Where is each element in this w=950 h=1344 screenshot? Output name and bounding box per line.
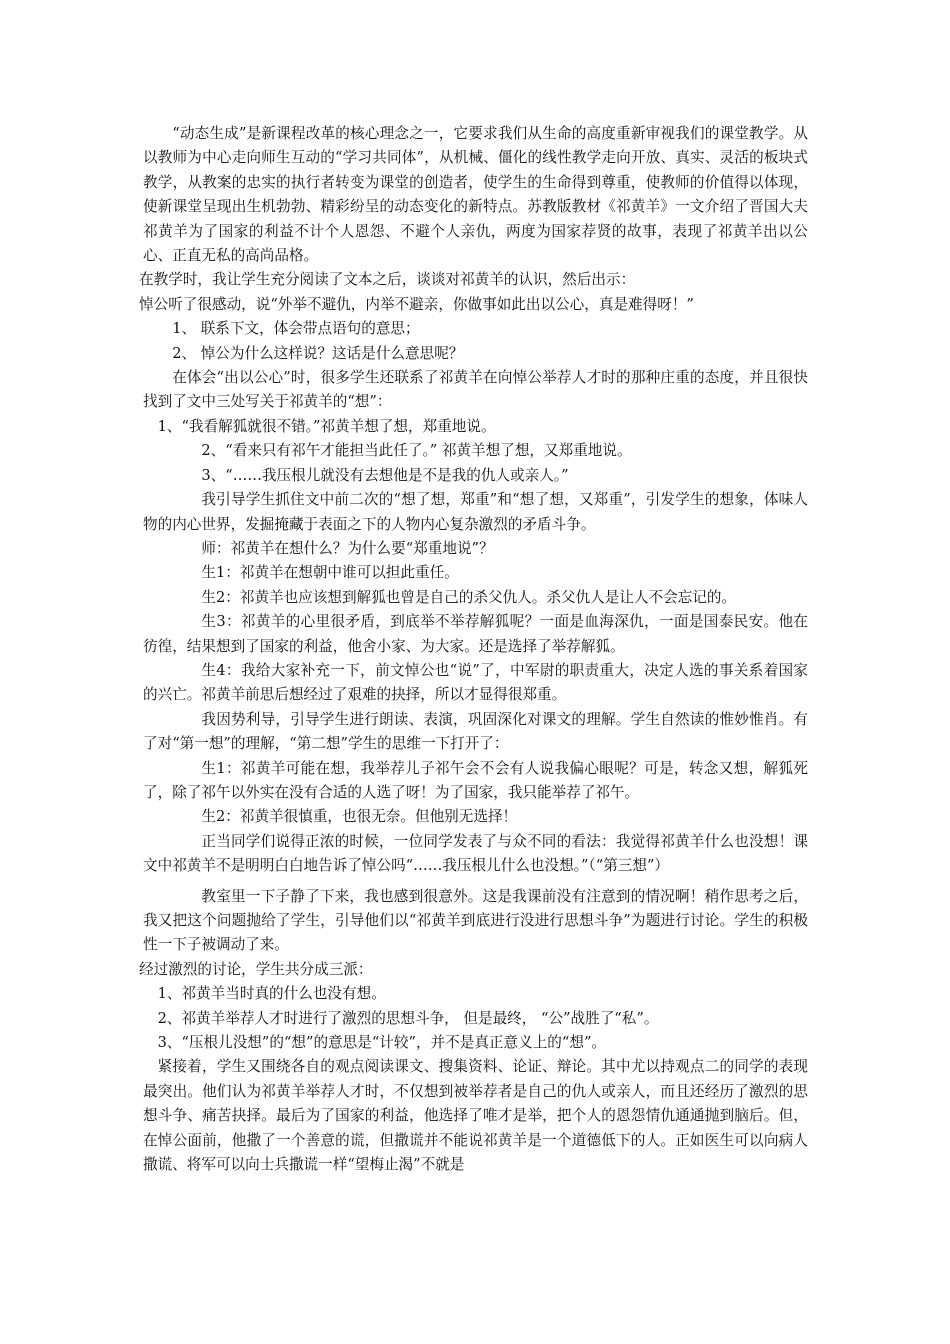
paragraph-body: 教室里一下子静了下来，我也感到很意外。这是我课前没有注意到的情况啊！稍作思考之后，我又把这个问题抛给了学生，引导他们以“祁黄羊到底进行没进行思想斗争”为题进行讨论。学生的积极性一下子被调动了来。 (143, 887, 808, 954)
list-item: 3、“……我压根儿就没有去想他是不是我的仇人或亲人。” (201, 466, 569, 484)
list-item: 3、“压根儿没想”的“想”的意思是“计较”，并不是真正意义上的“想”。 (157, 1034, 607, 1052)
dialogue-line: 生4：我给大家补充一下，前文悼公也“说”了，中军尉的职责重大，决定人选的事关系着国家的兴亡。祁黄羊前思后想经过了艰难的抉择，所以才显得很郑重。 (143, 661, 808, 704)
paragraph-teaching: 在教学时，我让学生充分阅读了文本之后，谈谈对祁黄羊的认识，然后出示： (139, 271, 636, 289)
paragraph-body: 我因势利导，引导学生进行朗读、表演，巩固深化对课文的理解。学生自然读的惟妙惟肖。有了对“第一想”的理解，“第二想”学生的思维一下打开了： (143, 710, 808, 753)
list-item: 1、“我看解狐就很不错。”祁黄羊想了想，郑重地说。 (157, 417, 496, 435)
list-item: 1、祁黄羊当时真的什么也没有想。 (157, 985, 386, 1003)
dialogue-line: 生1：祁黄羊在想朝中谁可以担此重任。 (201, 564, 459, 582)
paragraph-body: 正当同学们说得正浓的时候，一位同学发表了与众不同的看法：我觉得祁黄羊什么也没想！课文中祁黄羊不是明明白白地告诉了悼公吗“……我压根儿什么也没想。”（“第三想”） (143, 832, 808, 875)
dialogue-line: 生2：祁黄羊也应该想到解狐也曾是自己的杀父仇人。杀父仇人是让人不会忘记的。 (201, 588, 737, 606)
dialogue-line: 生2：祁黄羊很慎重，也很无奈。但他别无选择！ (201, 808, 518, 826)
paragraph-body: 经过激烈的讨论，学生共分成三派： (139, 960, 373, 978)
list-item: 2、祁黄羊举荐人才时进行了激烈的思想斗争， 但是最终， “公”战胜了“私”。 (157, 1009, 659, 1027)
paragraph-intro: “动态生成”是新课程改革的核心理念之一，它要求我们从生命的高度重新审视我们的课堂教学。从以教师为中心走向师生互动的“学习共同体”，从机械、僵化的线性教学走向开放、真实、灵活的板块式教学，从教案的忠实的执行者转变为课堂的创造者，使学生的生命得到尊重，使教师的价值得以体现，使新课堂呈现出生机勃勃、精彩纷呈的动态变化的新特点。苏教版教材《祁黄羊》一文介绍了晋国大夫祁黄羊为了国家的利益不计个人恩怨、不避个人亲仇，两度为国家荐贤的故事，表现了祁黄羊出以公心、正直无私的高尚品格。 (143, 125, 808, 265)
list-item: 1、 联系下文，体会带点语句的意思； (172, 320, 420, 338)
paragraph-body: 紧接着，学生又围绕各自的观点阅读课文、搜集资料、论证、辩论。其中尤以持观点二的同学的表现最突出。他们认为祁黄羊举荐人才时，不仅想到被举荐者是自己的仇人或亲人，而且还经历了激烈的思想斗争、痛苦抉择。最后为了国家的利益，他选择了唯才是举，把个人的恩怨情仇通通抛到脑后。但，在悼公面前，他撒了一个善意的谎，但撒谎并不能说祁黄羊是一个道德低下的人。正如医生可以向病人撒谎、将军可以向士兵撒谎一样“望梅止渴”不就是 (143, 1058, 808, 1174)
dialogue-line: 生1：祁黄羊可能在想，我举荐儿子祁午会不会有人说我偏心眼呢？可是，转念又想，解狐死了，除了祁午以外实在没有合适的人选了呀！为了国家，我只能举荐了祁午。 (143, 759, 808, 801)
paragraph-body: 我引导学生抓住文中前二次的“想了想，郑重”和“想了想，又郑重”，引发学生的想象，体味人物的内心世界，发掘掩藏于表面之下的人物内心复杂激烈的矛盾斗争。 (143, 491, 808, 533)
list-item: 2、“看来只有祁午才能担当此任了。” 祁黄羊想了想，又郑重地说。 (201, 442, 632, 460)
document-body (139, 122, 808, 1177)
paragraph-body: 在体会“出以公心”时，很多学生还联系了祁黄羊在向悼公举荐人才时的那种庄重的态度，并且很快找到了文中三处写关于祁黄羊的“想”： (143, 369, 808, 411)
dialogue-line: 生3：祁黄羊的心里很矛盾，到底举不举荐解狐呢？一面是血海深仇，一面是国泰民安。他在彷徨，结果想到了国家的利益，他舍小家、为大家。还是选择了举荐解狐。 (143, 613, 808, 655)
list-item: 2、 悼公为什么这样说？这话是什么意思呢？ (172, 344, 464, 362)
dialogue-line: 师：祁黄羊在想什么？为什么要“郑重地说”？ (201, 539, 494, 557)
paragraph-quote: 悼公听了很感动，说“外举不避仇，内举不避亲，你做事如此出以公心，真是难得呀！” (139, 295, 694, 313)
